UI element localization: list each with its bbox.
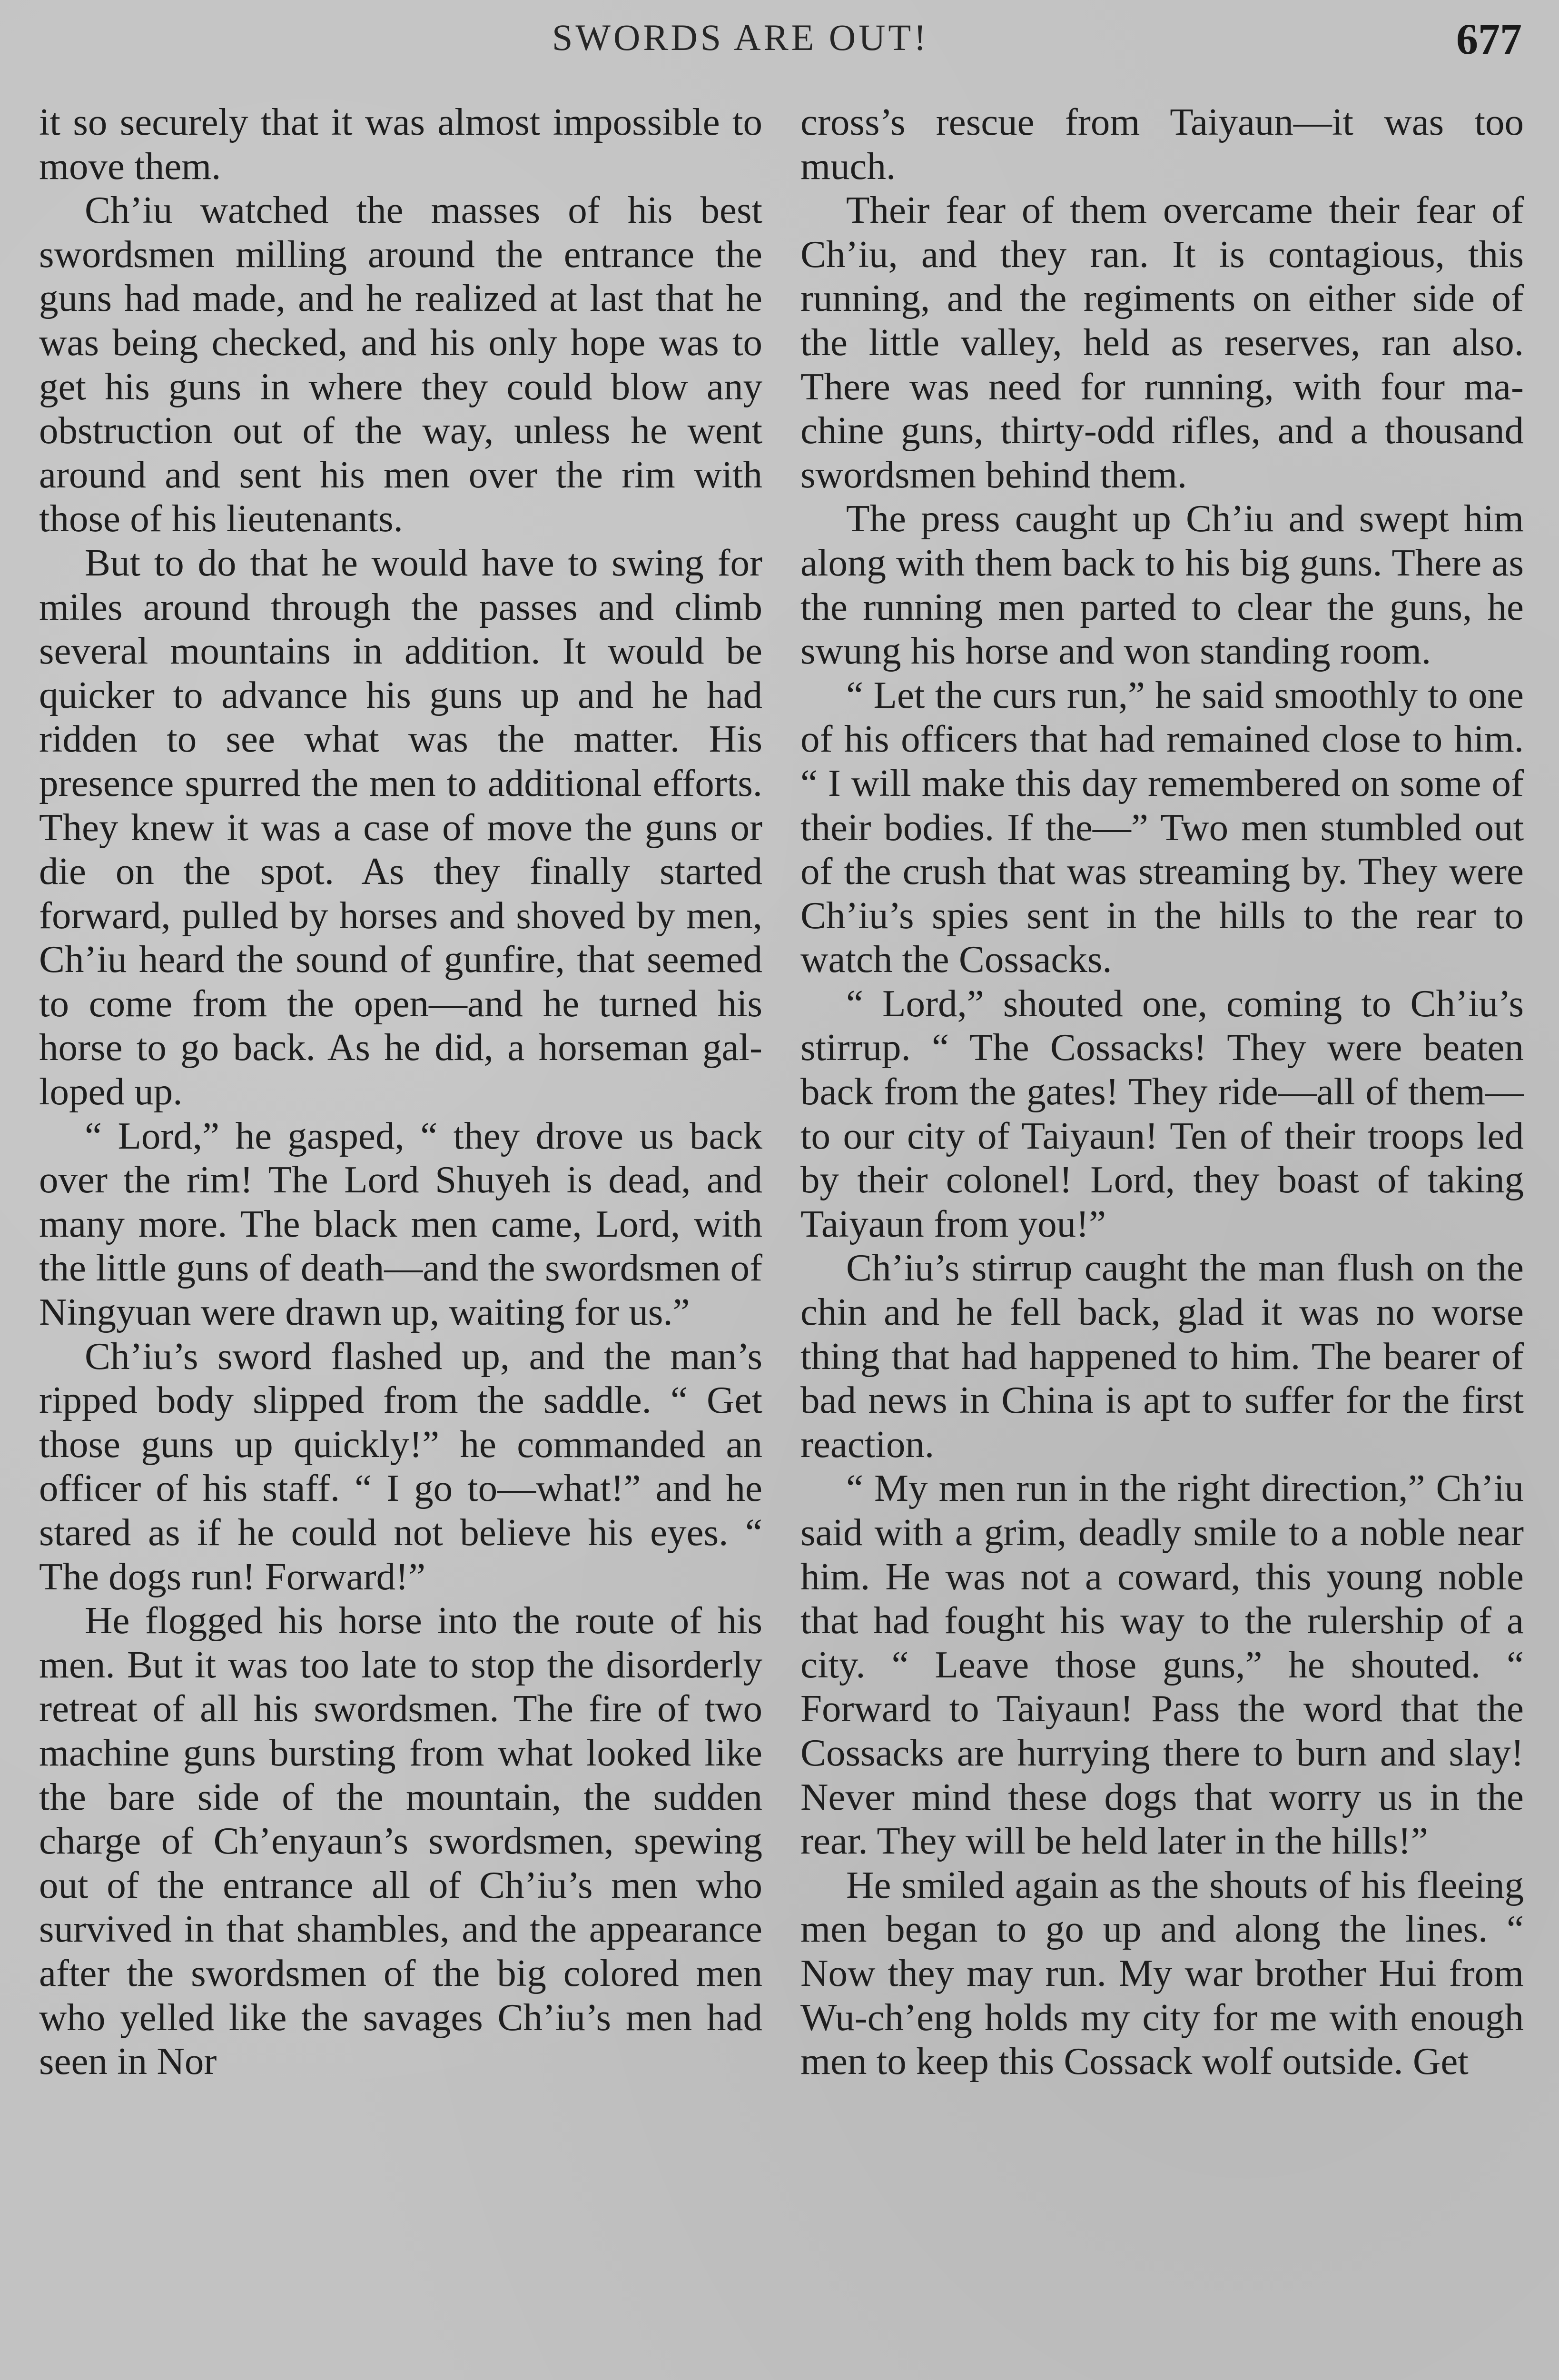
running-head xyxy=(0,9,1559,70)
paragraph: He flogged his horse into the route of his men. But it was too late to stop the disorderly retreat of all his swordsmen. The fire of two machine guns bursting from what looked like the bare side of the mountain, the sudden charge of Ch’enyaun’s swordsmen, spewing out of the entrance all of Ch’iu’s men who survived in that shambles, and the appearance after the swordsmen of the big colored men who yelled like the savages Ch’iu’s men had seen in Nor xyxy=(39,1599,762,2083)
paragraph: But to do that he would have to swing for miles around through the passes and climb several mountains in addition. It would be quicker to advance his guns up and he had ridden to see what was the matter. His presence spurred the men to additional efforts. They knew it was a case of move the guns or die on the spot. As they finally started forward, pulled by horses and shoved by men, Ch’iu heard the sound of gunfire, that seemed to come from the open—and he turned his horse to go back. As he did, a horseman galloped up. xyxy=(39,541,762,1113)
paragraph: Ch’iu’s sword flashed up, and the man’s ripped body slipped from the saddle. “ Get those guns up quickly!” he commanded an officer of his staff. “ I go to—what!” and he stared as if he could not believe his eyes. “ The dogs run! Forward!” xyxy=(39,1334,762,1598)
paragraph: “ Lord,” shouted one, coming to Ch’iu’s stirrup. “ The Cossacks! They were beaten back from the gates! They ride—all of them—to our city of Taiyaun! Ten of their troops led by their colonel! Lord, they boast of taking Taiyaun from you!” xyxy=(800,982,1524,1245)
paragraph: “ My men run in the right direction,” Ch’iu said with a grim, deadly smile to a noble near him. He was not a coward, this young noble that had fought his way to the rulership of a city. “ Leave those guns,” he shouted. “ Forward to Taiyaun! Pass the word that the Cossacks are hurrying there to burn and slay! Never mind these dogs that worry us in the rear. They will be held later in the hills!” xyxy=(800,1467,1524,1863)
paragraph: “ Lord,” he gasped, “ they drove us back over the rim! The Lord Shuyeh is dead, and many more. The black men came, Lord, with the little guns of death—and the swordsmen of Ningyuan were drawn up, waiting for us.” xyxy=(39,1114,762,1334)
paragraph: cross’s rescue from Taiyaun—it was too much. xyxy=(800,100,1524,188)
paragraph: The press caught up Ch’iu and swept him along with them back to his big guns. There as the running men parted to clear the guns, he swung his horse and won standing room. xyxy=(800,497,1524,673)
paragraph: “ Let the curs run,” he said smoothly to one of his officers that had remained close to him. “ I will make this day remembered on some of their bodies. If the—” Two men stumbled out of the crush that was streaming by. They were Ch’iu’s spies sent in the hills to the rear to watch the Cossacks. xyxy=(800,673,1524,981)
paragraph: Ch’iu’s stirrup caught the man flush on the chin and he fell back, glad it was no worse thing that had happened to him. The bearer of bad news in China is apt to suffer for the first reaction. xyxy=(800,1246,1524,1466)
page-number: 677 xyxy=(1456,15,1522,63)
left-column xyxy=(39,100,762,2380)
running-title: SWORDS ARE OUT! xyxy=(552,17,929,58)
paragraph: Their fear of them overcame their fear of Ch’iu, and they ran. It is contagious, this running, and the regiments on either side of the little valley, held as reserves, ran also. There was need for running, with four machine guns, thirty-odd rifles, and a thousand swordsmen behind them. xyxy=(800,188,1524,496)
paragraph: He smiled again as the shouts of his fleeing men began to go up and along the lines. “ Now they may run. My war brother Hui from Wu-ch’eng holds my city for me with enough men to keep this Cossack wolf outside. Get xyxy=(800,1863,1524,2083)
paragraph: it so securely that it was almost impossible to move them. xyxy=(39,100,762,188)
paragraph: Ch’iu watched the masses of his best swordsmen milling around the entrance the guns had made, and he realized at last that he was being checked, and his only hope was to get his guns in where they could blow any obstruction out of the way, unless he went around and sent his men over the rim with those of his lieutenants. xyxy=(39,188,762,540)
right-column xyxy=(800,100,1524,2380)
